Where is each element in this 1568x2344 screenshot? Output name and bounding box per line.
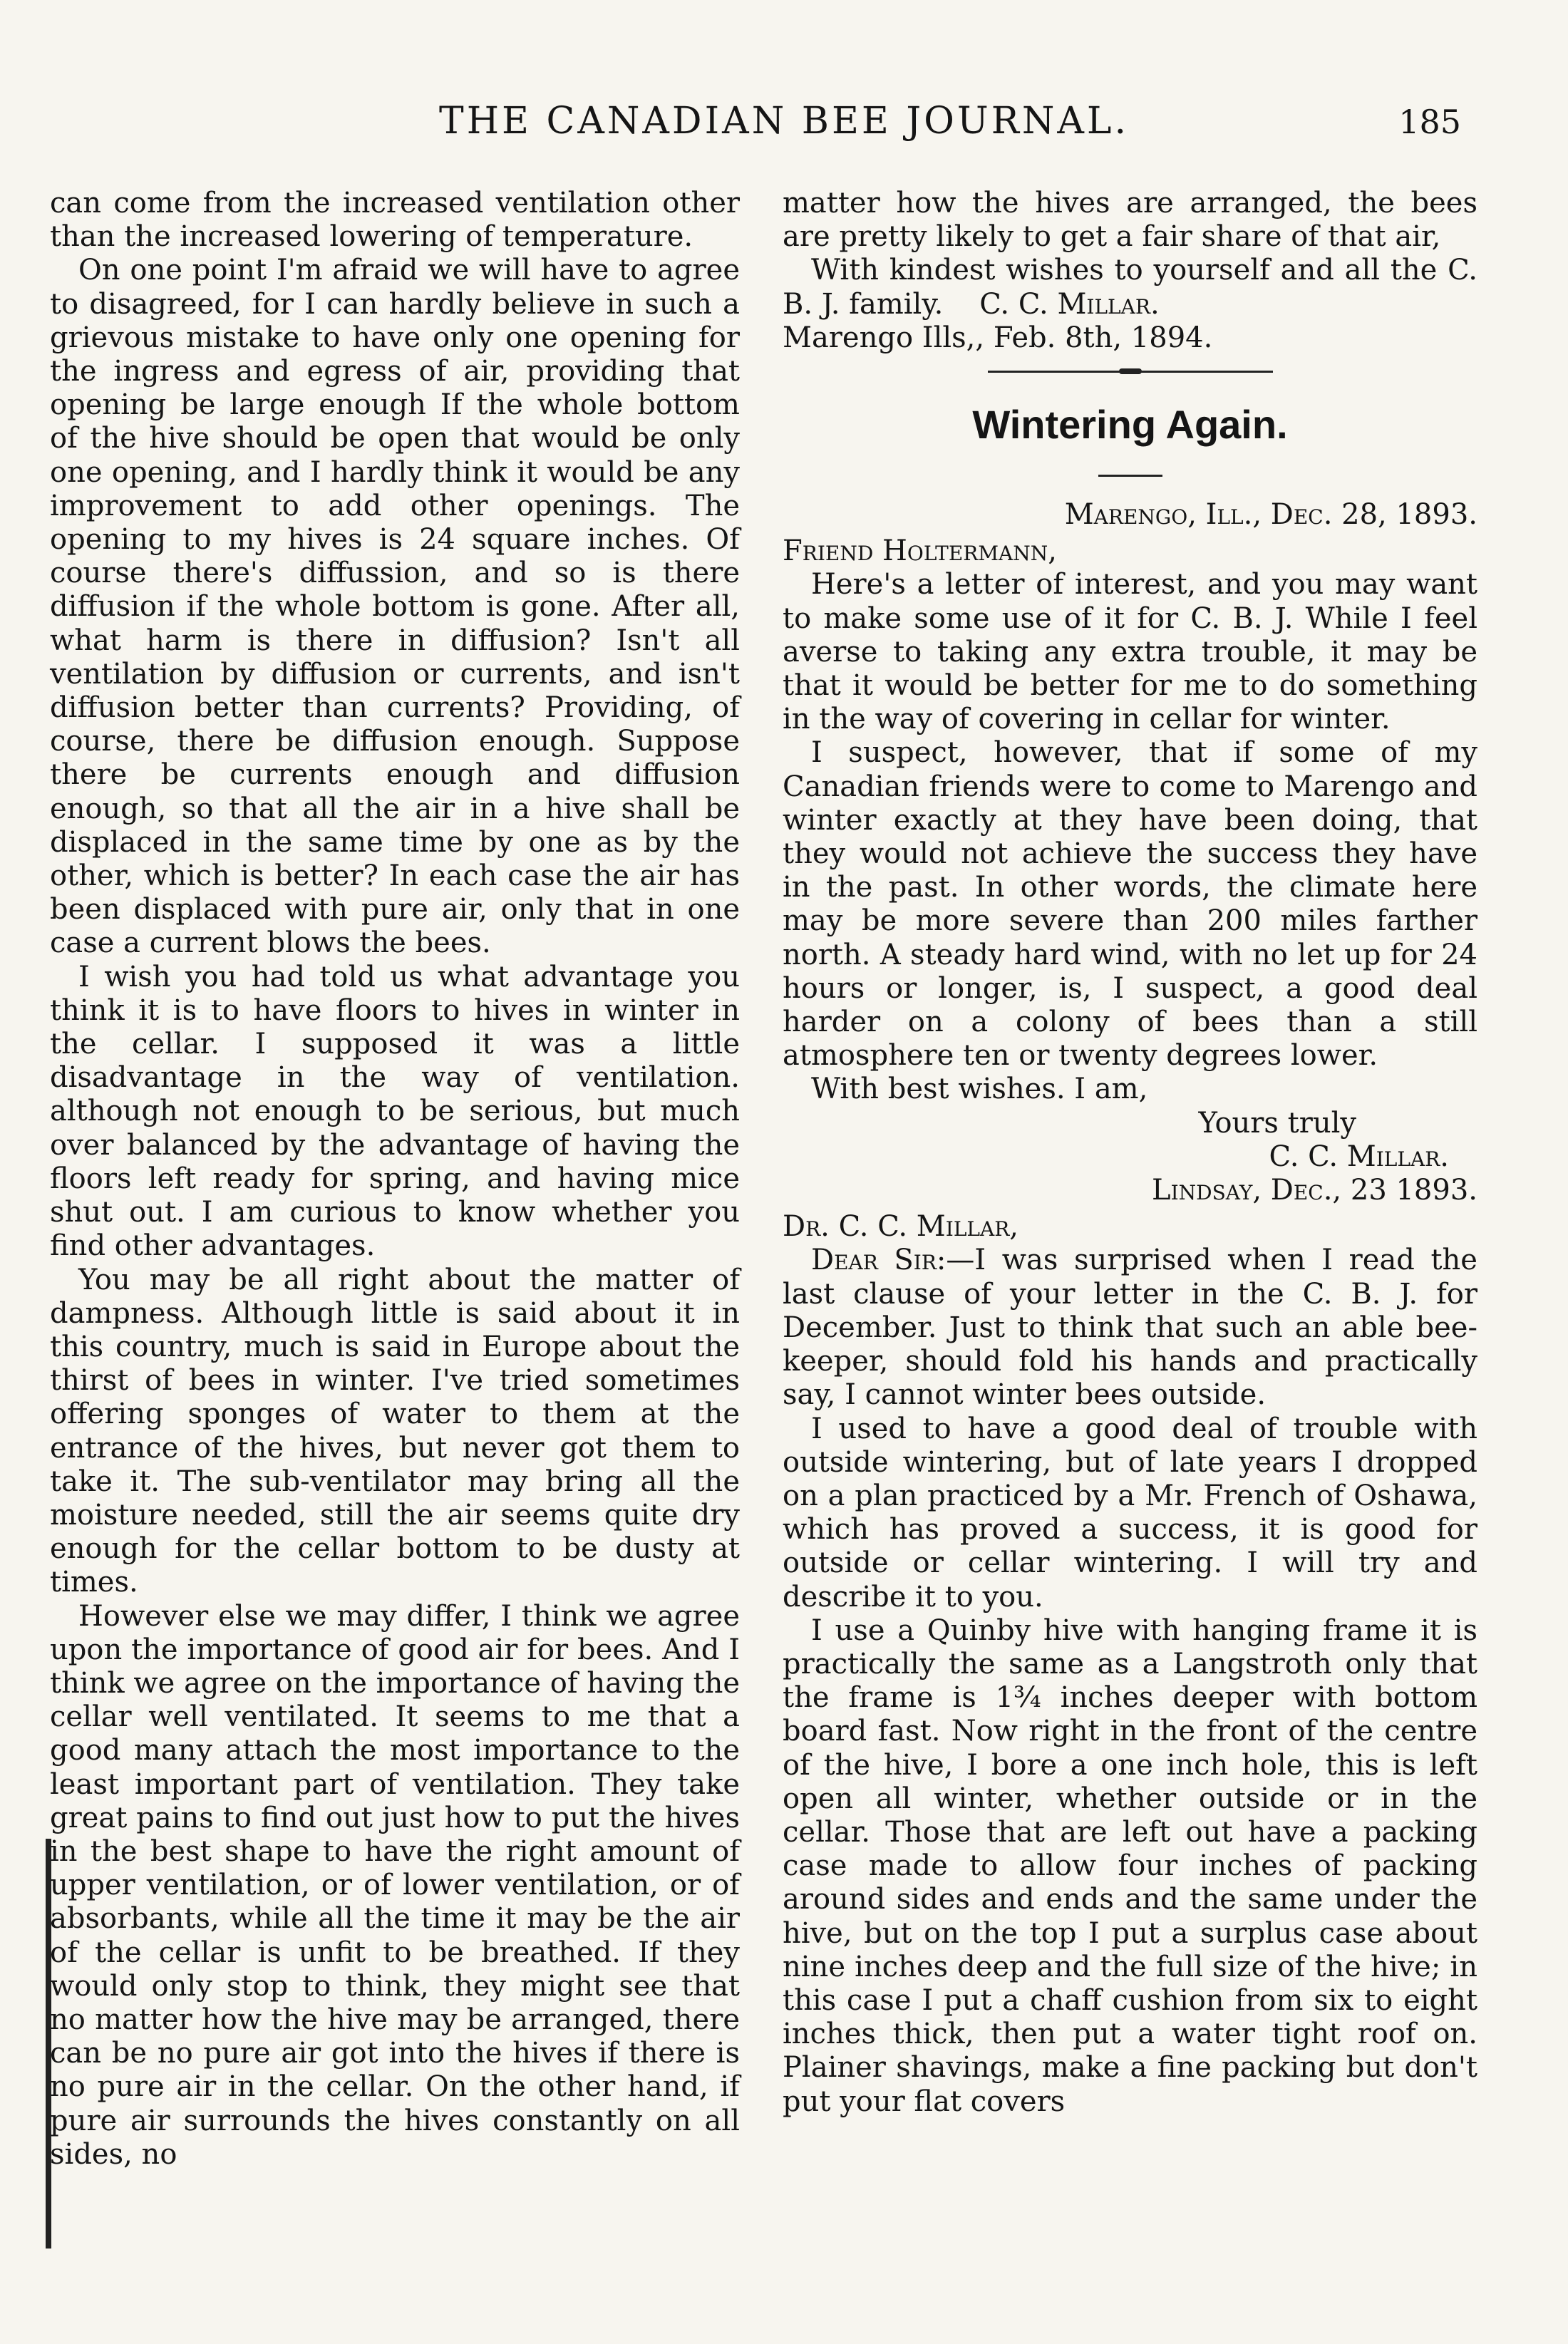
paragraph: I used to have a good deal of trouble with outside wintering, but of late years I dropped on a plan practiced by a Mr. French of Oshawa, which has proved a success, it is good for outside or cellar wintering. I will try and describe it to you. bbox=[783, 1412, 1477, 1614]
salutation: Dr. C. C. Millar, bbox=[783, 1210, 1019, 1244]
paragraph: I wish you had told us what advantage you think it is to have floors to hives in winter in the cellar. I supposed it was a little disadvantage in the way of ventilation. although not enough to be serious, but much over balanced by the advantage of having the floors left ready for spring, and having mice shut out. I am curious to know whether you find other advantages. bbox=[50, 960, 740, 1263]
paragraph: matter how the hives are arranged, the bees are pretty likely to get a fair share of that air, bbox=[783, 187, 1477, 254]
paragraph: On one point I'm afraid we will have to agree to disagreed, for I can hardly believe in such a grievous mistake to have only one opening for the ingress and egress of air, providing that opening be large enough If the whole bottom of the hive should be open that would be only one opening, and I hardly think it would be any improvement to add other openings. The opening to my hives is 24 square inches. Of course there's diffussion, and so is there diffusion if the whole bottom is gone. After all, what harm is there in diffusion? Isn't all ventilation by diffusion or currents, and isn't diffusion better than currents? Providing, of course, there be diffusion enough. Suppose there be currents enough and diffusion enough, so that all the air in a hive shall be displaced in the same time by one as by the other, which is better? In each case the air has been displaced with pure air, only that in one case a current blows the bees. bbox=[50, 254, 740, 960]
divider bbox=[1098, 475, 1162, 477]
paragraph bbox=[783, 1244, 1477, 1412]
closing: Yours truly bbox=[1198, 1106, 1356, 1140]
signature: C. C. Millar. bbox=[979, 287, 1160, 321]
paragraph: I suspect, however, that if some of my Canadian friends were to come to Marengo and winter exactly at they have been doing, that they would not achieve the success they have in the past. In other words, the climate here may be more severe than 200 miles farther north. A steady hard wind, with no let up for 24 hours or longer, is, I suspect, a good deal harder on a colony of bees than a still atmosphere ten or twenty degrees lower. bbox=[783, 736, 1477, 1073]
paragraph-text: —I was surprised when I read the last clause of your letter in the C. B. J. for December. Just to think that such an able bee-keeper, should fold his hands and practically say, I cannot winter bees outside. bbox=[783, 1244, 1477, 1412]
paragraph-text: With kindest wishes to yourself and all the C. B. J. family. bbox=[783, 254, 1477, 321]
right-column bbox=[783, 187, 1477, 2119]
page-header bbox=[0, 100, 1568, 157]
article-title: Wintering Again. bbox=[972, 402, 1288, 448]
signature: C. C. Millar. bbox=[1269, 1140, 1449, 1173]
paragraph bbox=[783, 254, 1477, 321]
paragraph: I use a Quinby hive with hanging frame it is practically the same as a Langstroth only that the frame is 1¾ inches deeper with bottom board fast. Now right in the front of the centre of the hive, I bore a one inch hole, this is left open all winter, whether outside or in the cellar. Those that are left out have a packing case made to allow four inches of packing around sides and ends and the same under the hive, but on the top I put a surplus case about nine inches deep and the full size of the hive; in this case I put a chaff cushion from six to eight inches thick, then put a water tight roof on. Plainer shavings, make a fine packing but don't put your flat covers bbox=[783, 1614, 1477, 2118]
paragraph: Here's a letter of interest, and you may want to make some use of it for C. B. J. While I feel averse to taking any extra trouble, it may be that it would be better for me to do something in the way of covering in cellar for winter. bbox=[783, 568, 1477, 736]
dateline: Marengo, Ill., Dec. 28, 1893. bbox=[1064, 498, 1477, 532]
paragraph: You may be all right about the matter of dampness. Although little is said about it in this country, much is said in Europe about the thirst of bees in winter. I've tried sometimes offering sponges of water to them at the entrance of the hives, but never got them to take it. The sub-ventilator may bring all the moisture needed, still the air seems quite dry enough for the cellar bottom to be dusty at times. bbox=[50, 1263, 740, 1599]
salutation: Dear Sir: bbox=[811, 1244, 947, 1277]
paragraph: With best wishes. I am, bbox=[811, 1073, 1148, 1106]
salutation: Friend Holtermann, bbox=[783, 535, 1057, 568]
journal-title: THE CANADIAN BEE JOURNAL. bbox=[439, 100, 1129, 143]
dateline: Lindsay, Dec., 23 1893. bbox=[1152, 1174, 1477, 1207]
paragraph: can come from the increased ventilation other than the increased lowering of temperature. bbox=[50, 187, 740, 254]
ornamental-rule bbox=[988, 371, 1273, 377]
date-line: Marengo Ills,, Feb. 8th, 1894. bbox=[783, 321, 1213, 354]
paragraph: However else we may differ, I think we agree upon the importance of good air for bees. And I think we agree on the importance of having the cellar well ventilated. It seems to me that a good many attach the most importance to the least important part of ventilation. They take great pains to find out just how to put the hives in the best shape to have the right amount of upper ventilation, or of lower ventilation, or of absorbants, while all the time it may be the air of the cellar is unfit to be breathed. If they would only stop to think, they might see that no matter how the hive may be arranged, there can be no pure air got into the hives if there is no pure air in the cellar. On the other hand, if pure air surrounds the hives constantly on all sides, no bbox=[50, 1599, 740, 2171]
left-column bbox=[50, 187, 740, 2172]
page-number: 185 bbox=[1398, 103, 1461, 141]
